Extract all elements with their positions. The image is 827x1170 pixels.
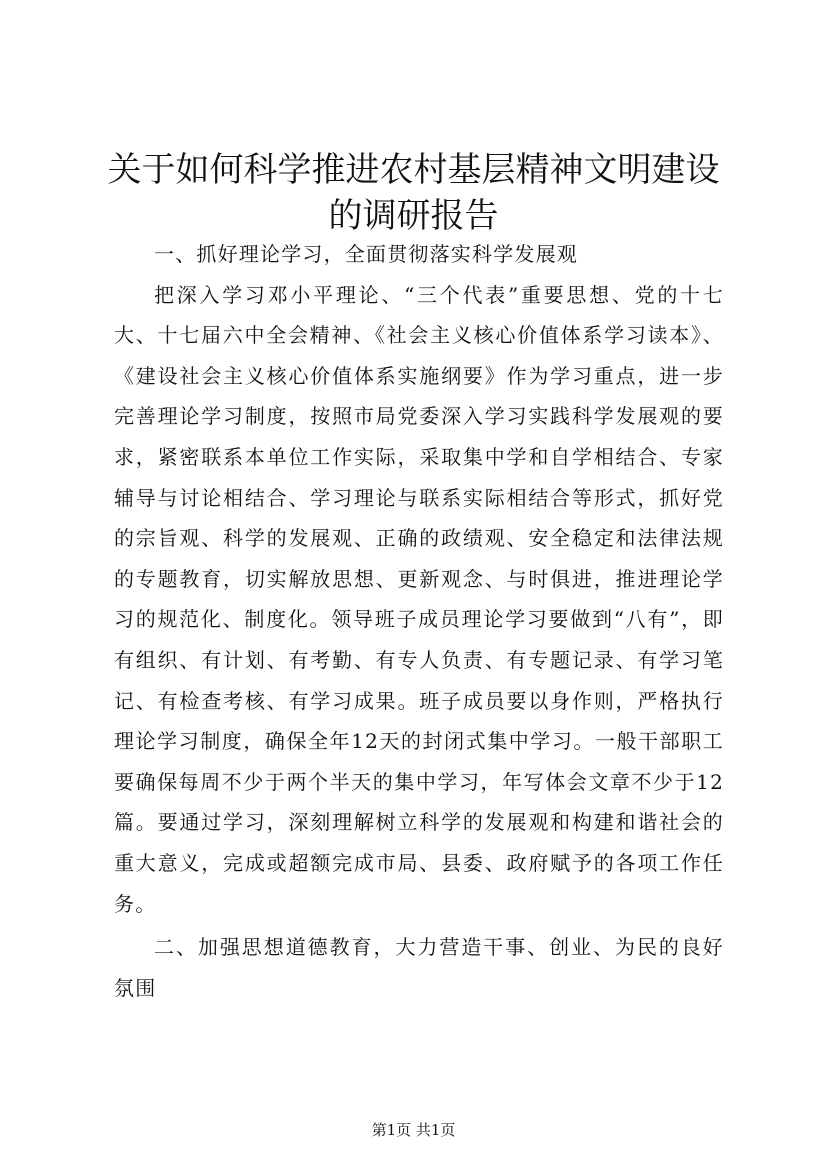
section-1-heading: 一、抓好理论学习，全面贯彻落实科学发展观 <box>154 242 578 266</box>
section-1-paragraph: 把深入学习邓小平理论、“三个代表”重要思想、党的十七大、十七届六中全会精神、《社会主义核心价值体系学习读本》、《建设社会主义核心价值体系实施纲要》作为学习重点，进一步完善理论学习制度，按照市局党委深入学习实践科学发展观的要求，紧密联系本单位工作实际，采取集中学和自学相结合、专家辅导与讨论相结合、学习理论与联系实际相结合等形式，抓好党的宗旨观、科学的发展观、正确的政绩观、安全稳定和法律法规的专题教育，切实解放思想、更新观念、与时俱进，推进理论学习的规范化、制度化。领导班子成员理论学习要做到“八有”，即有组织、有计划、有考勤、有专人负责、有专题记录、有学习笔记、有检查考核、有学习成果。班子成员要以身作则，严格执行理论学习制度，确保全年12天的封闭式集中学习。一般干部职工要确保每周不少于两个半天的集中学习，年写体会文章不少于12篇。要通过学习，深刻理解树立科学的发展观和构建和谐社会的重大意义，完成或超额完成市局、县委、政府赋予的各项工作任务。 <box>114 282 724 916</box>
page-number-footer: 第1页 共1页 <box>371 1121 456 1139</box>
document-body <box>114 234 724 1008</box>
section-2-heading: 二、加强思想道德教育，大力营造干事、创业、为民的良好氛围 <box>114 935 724 1000</box>
document-title: 关于如何科学推进农村基层精神文明建设的调研报告 <box>107 150 720 236</box>
